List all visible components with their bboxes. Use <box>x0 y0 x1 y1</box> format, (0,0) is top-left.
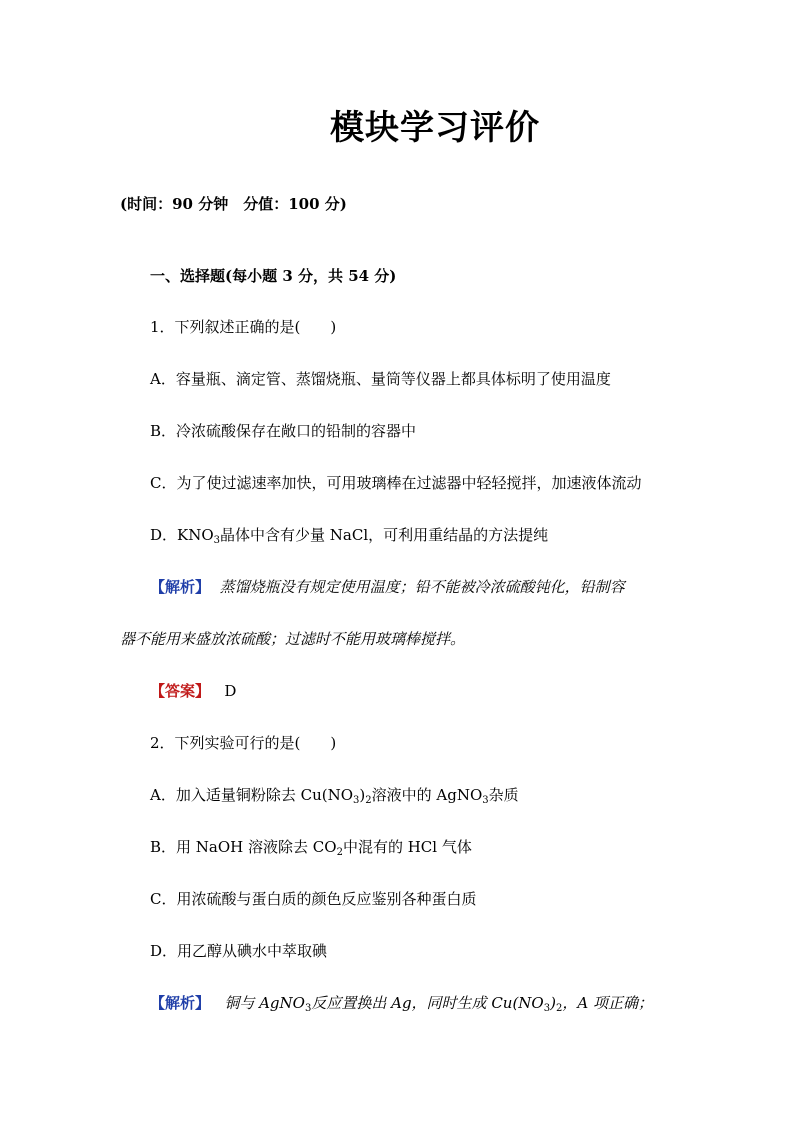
q2-expl-text-3: ) <box>550 994 556 1012</box>
question-2-option-a <box>150 785 519 805</box>
explanation-tag: 【解析】 <box>150 994 211 1012</box>
question-1-option-b: B．冷浓硫酸保存在敞口的铅制的容器中 <box>150 422 417 440</box>
question-1-explanation <box>150 577 625 597</box>
q2-b-text-2: 中混有的 HCl 气体 <box>342 838 472 856</box>
question-1-option-c: C．为了使过滤速率加快，可用玻璃棒在过滤器中轻轻搅拌，加速液体流动 <box>150 474 642 492</box>
page-title: 模块学习评价 <box>330 108 540 148</box>
q2-expl-text-4: ，A 项正确； <box>562 994 653 1012</box>
question-1-option-d <box>150 525 548 545</box>
q2-b-text-1: B．用 NaOH 溶液除去 CO <box>150 838 337 856</box>
q2-expl-sub-2: 3 <box>543 1003 551 1014</box>
q2-expl-sub-1: 3 <box>304 1003 312 1014</box>
answer-value: D <box>224 682 237 700</box>
q1-d-text-1: D．KNO <box>150 526 214 544</box>
q2-a-text-4: 杂质 <box>488 786 519 804</box>
question-2-stem: 2．下列实验可行的是( ) <box>150 734 337 752</box>
question-2-option-d: D．用乙醇从碘水中萃取碘 <box>150 942 328 960</box>
explanation-tag: 【解析】 <box>150 578 211 596</box>
q2-expl-text-2: 反应置换出 Ag，同时生成 Cu(NO <box>311 994 544 1012</box>
q2-a-sub-2: 2 <box>365 795 372 806</box>
explanation-text: 蒸馏烧瓶没有规定使用温度；铅不能被冷浓硫酸钝化，铅制容 <box>219 578 625 596</box>
q2-a-text-3: 溶液中的 AgNO <box>371 786 483 804</box>
question-2-option-c: C．用浓硫酸与蛋白质的颜色反应鉴别各种蛋白质 <box>150 890 477 908</box>
exam-meta: (时间：90 分钟 分值：100 分) <box>120 195 347 213</box>
question-1-explanation-cont <box>120 629 465 649</box>
q2-b-sub: 2 <box>336 847 343 858</box>
q1-d-sub: 3 <box>213 535 221 546</box>
q2-a-text-1: A．加入适量铜粉除去 Cu(NO <box>150 786 354 804</box>
section-heading: 一、选择题(每小题 3 分，共 54 分) <box>150 267 397 285</box>
q1-d-text-2: 晶体中含有少量 NaCl，可利用重结晶的方法提纯 <box>220 526 549 544</box>
question-1-stem: 1．下列叙述正确的是( ) <box>150 318 337 336</box>
question-2-option-b <box>150 837 472 857</box>
answer-tag: 【答案】 <box>150 682 211 700</box>
q2-expl-sub-3: 2 <box>555 1003 563 1014</box>
q2-a-sub-3: 3 <box>482 795 489 806</box>
q2-a-sub-1: 3 <box>353 795 360 806</box>
explanation-text-2: 器不能用来盛放浓硫酸；过滤时不能用玻璃棒搅拌。 <box>120 630 466 648</box>
question-1-answer <box>150 681 236 701</box>
q2-expl-text-1: 铜与 AgNO <box>224 994 305 1012</box>
question-2-explanation <box>150 993 653 1013</box>
question-1-option-a: A．容量瓶、滴定管、蒸馏烧瓶、量筒等仪器上都具体标明了使用温度 <box>150 370 611 388</box>
q2-a-text-2: ) <box>359 786 366 804</box>
